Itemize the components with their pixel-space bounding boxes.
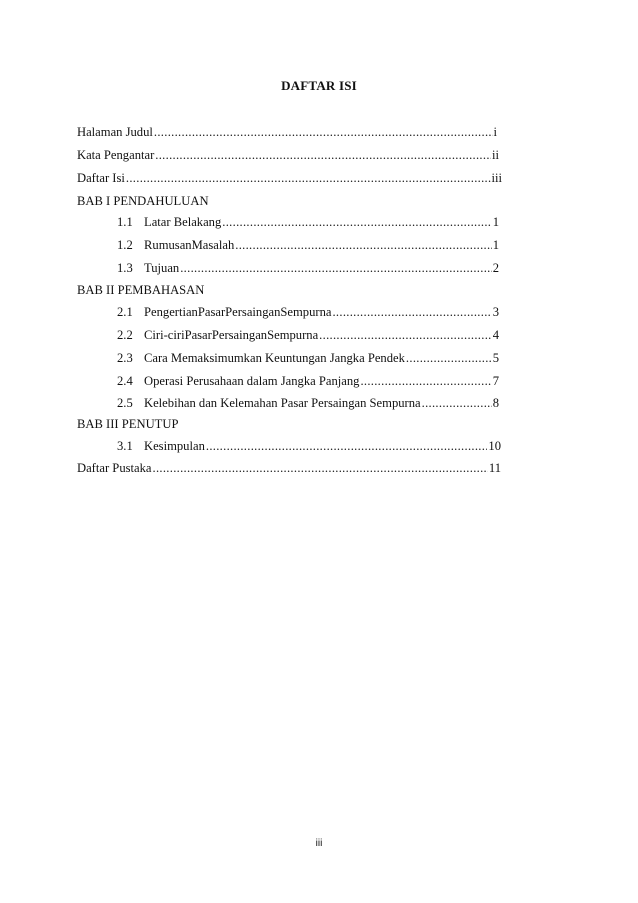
toc-entry-2-5[interactable] bbox=[117, 395, 499, 411]
toc-entry-page: 10 bbox=[488, 439, 501, 453]
toc-entry-number: 1.1 bbox=[117, 215, 133, 229]
chapter-heading-bab-3[interactable]: BAB III PENUTUP bbox=[77, 417, 179, 431]
toc-entry-2-4[interactable] bbox=[117, 373, 499, 389]
toc-entry-kata-pengantar[interactable] bbox=[77, 147, 499, 163]
toc-entry-page: 1 bbox=[492, 215, 499, 229]
toc-entry-label: Kelebihan dan Kelemahan Pasar Persaingan Sempurna bbox=[144, 396, 421, 410]
toc-entry-number: 2.1 bbox=[117, 305, 133, 319]
toc-entry-page: i bbox=[493, 125, 497, 139]
dot-leader bbox=[155, 147, 491, 163]
toc-entry-number: 2.3 bbox=[117, 351, 133, 365]
toc-entry-page: 7 bbox=[492, 374, 499, 388]
toc-entry-label: Latar Belakang bbox=[144, 215, 222, 229]
dot-leader bbox=[180, 260, 491, 276]
page-number-footer: iii bbox=[315, 838, 323, 849]
dot-leader bbox=[319, 327, 492, 343]
toc-entry-1-3[interactable] bbox=[117, 260, 499, 276]
toc-entry-1-1[interactable] bbox=[117, 214, 499, 230]
chapter-heading-bab-1[interactable]: BAB I PENDAHULUAN bbox=[77, 194, 209, 208]
page-title: DAFTAR ISI bbox=[281, 78, 357, 93]
toc-entry-label: PengertianPasarPersainganSempurna bbox=[144, 305, 332, 319]
toc-entry-1-2[interactable] bbox=[117, 237, 499, 253]
toc-entry-2-3[interactable] bbox=[117, 350, 499, 366]
toc-entry-page: 1 bbox=[492, 238, 499, 252]
toc-entry-label: RumusanMasalah bbox=[144, 238, 235, 252]
dot-leader bbox=[153, 460, 488, 476]
toc-entry-page: 4 bbox=[492, 328, 499, 342]
toc-entry-label: Halaman Judul bbox=[77, 125, 153, 139]
toc-entry-label: Kesimpulan bbox=[144, 439, 205, 453]
dot-leader bbox=[422, 395, 492, 411]
toc-entry-number: 2.4 bbox=[117, 374, 133, 388]
toc-entry-label: Kata Pengantar bbox=[77, 148, 155, 162]
toc-entry-page: ii bbox=[492, 148, 499, 162]
toc-entry-halaman-judul[interactable] bbox=[77, 124, 497, 140]
toc-entry-number: 1.2 bbox=[117, 238, 133, 252]
toc-entry-label: Cara Memaksimumkan Keuntungan Jangka Pendek bbox=[144, 351, 405, 365]
toc-entry-daftar-isi[interactable] bbox=[77, 170, 502, 186]
toc-entry-page: 5 bbox=[492, 351, 499, 365]
toc-entry-number: 3.1 bbox=[117, 439, 133, 453]
dot-leader bbox=[154, 124, 493, 140]
toc-entry-page: 3 bbox=[492, 305, 499, 319]
toc-entry-label: Daftar Pustaka bbox=[77, 461, 152, 475]
toc-entry-3-1[interactable] bbox=[117, 438, 501, 454]
toc-entry-2-1[interactable] bbox=[117, 304, 499, 320]
dot-leader bbox=[206, 438, 488, 454]
chapter-heading-bab-2[interactable]: BAB II PEMBAHASAN bbox=[77, 283, 205, 297]
dot-leader bbox=[222, 214, 491, 230]
toc-entry-label: Operasi Perusahaan dalam Jangka Panjang bbox=[144, 374, 360, 388]
toc-entry-label: Tujuan bbox=[144, 261, 180, 275]
toc-entry-2-2[interactable] bbox=[117, 327, 499, 343]
toc-entry-label: Ciri-ciriPasarPersainganSempurna bbox=[144, 328, 319, 342]
dot-leader bbox=[332, 304, 491, 320]
dot-leader bbox=[360, 373, 491, 389]
toc-entry-daftar-pustaka[interactable] bbox=[77, 460, 501, 476]
toc-entry-number: 1.3 bbox=[117, 261, 133, 275]
dot-leader bbox=[406, 350, 492, 366]
dot-leader bbox=[235, 237, 491, 253]
toc-entry-page: 8 bbox=[492, 396, 499, 410]
toc-entry-page: 2 bbox=[492, 261, 499, 275]
toc-entry-page: 11 bbox=[488, 461, 501, 475]
toc-entry-number: 2.2 bbox=[117, 328, 133, 342]
toc-entry-label: Daftar Isi bbox=[77, 171, 125, 185]
toc-entry-number: 2.5 bbox=[117, 396, 133, 410]
dot-leader bbox=[126, 170, 491, 186]
toc-entry-page: iii bbox=[491, 171, 502, 185]
